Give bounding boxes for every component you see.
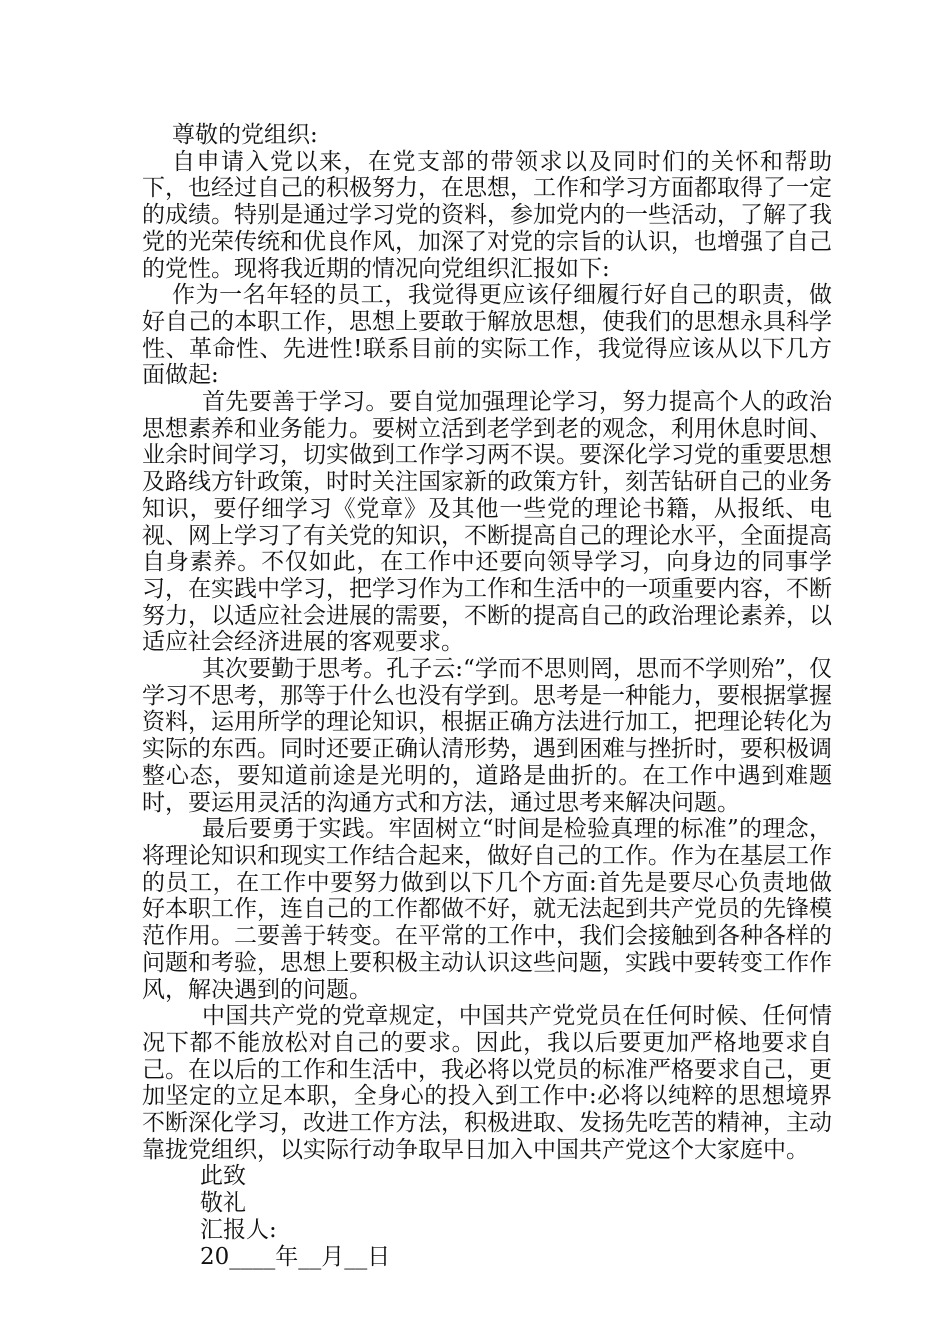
reporter-label: 汇报人: <box>200 1216 277 1243</box>
paragraph-study: 首先要善于学习。要自觉加强理论学习，努力提高个人的政治思想素养和业务能力。要树立活到老学到老的观念，利用休息时间、业余时间学习，切实做到工作学习两不误。要深化学习党的重要思想及路线方针政策，时时关注国家新的政策方针，刻苦钻研自己的业务知识，要仔细学习《党章》及其他一些党的理论书籍，从报纸、电视、网上学习了有关党的知识，不断提高自己的理论水平，全面提高自身素养。不仅如此，在工作中还要向领导学习，向身边的同事学习，在实践中学习，把学习作为工作和生活中的一项重要内容，不断努力，以适应社会进展的需要，不断的提高自己的政治理论素养，以适应社会经济进展的客观要求。 <box>142 389 832 656</box>
paragraph-intro: 自申请入党以来，在党支部的带领求以及同时们的关怀和帮助下，也经过自己的积极努力，在思想，工作和学习方面都取得了一定的成绩。特别是通过学习党的资料，参加党内的一些活动，了解了我党的光荣传统和优良作风，加深了对党的宗旨的认识，也增强了自己的党性。现将我近期的情况向党组织汇报如下: <box>142 148 832 282</box>
paragraph-practice: 最后要勇于实践。牢固树立“时间是检验真理的标准”的理念，将理论知识和现实工作结合起来，做好自己的工作。作为在基层工作的员工，在工作中要努力做到以下几个方面:首先是要尽心负责地做好本职工作，连自己的工作都做不好，就无法起到共产党员的先锋模范作用。二要善于转变。在平常的工作中，我们会接触到各种各样的问题和考验，思想上要积极主动认识这些问题，实践中要转变工作作风，解决遇到的问题。 <box>142 816 832 1003</box>
closing-greeting: 此致 <box>200 1163 246 1190</box>
paragraph-thinking: 其次要勤于思考。孔子云:“学而不思则罔，思而不学则殆”，仅学习不思考，那等于什么也没有学到。思考是一种能力，要根据掌握资料，运用所学的理论知识，根据正确方法进行加工，把理论转化为实际的东西。同时还要正确认清形势，遇到困难与挫折时，要积极调整心态，要知道前途是光明的，道路是曲折的。在工作中遇到难题时，要运用灵活的沟通方式和方法，通过思考来解决问题。 <box>142 656 832 816</box>
salutation: 尊敬的党组织: <box>172 122 318 148</box>
closing-salute: 敬礼 <box>200 1190 246 1217</box>
paragraph-duties: 作为一名年轻的员工，我觉得更应该仔细履行好自己的职责，做好自己的本职工作，思想上要敢于解放思想，使我们的思想永具科学性、革命性、先进性!联系目前的实际工作，我觉得应该从以下几方面做起: <box>142 282 832 389</box>
letter-body <box>142 122 832 1270</box>
paragraph-conclusion: 中国共产党的党章规定，中国共产党党员在任何时候、任何情况下都不能放松对自己的要求。因此，我以后要更加严格地要求自己。在以后的工作和生活中，我必将以党员的标准严格要求自己，更加坚定的立足本职，全身心的投入到工作中:必将以纯粹的思想境界不断深化学习，改进工作方法，积极进取、发扬先吃苦的精神，主动靠拢党组织，以实际行动争取早日加入中国共产党这个大家庭中。 <box>142 1003 832 1163</box>
date-line: 20____年__月__日 <box>200 1243 391 1270</box>
